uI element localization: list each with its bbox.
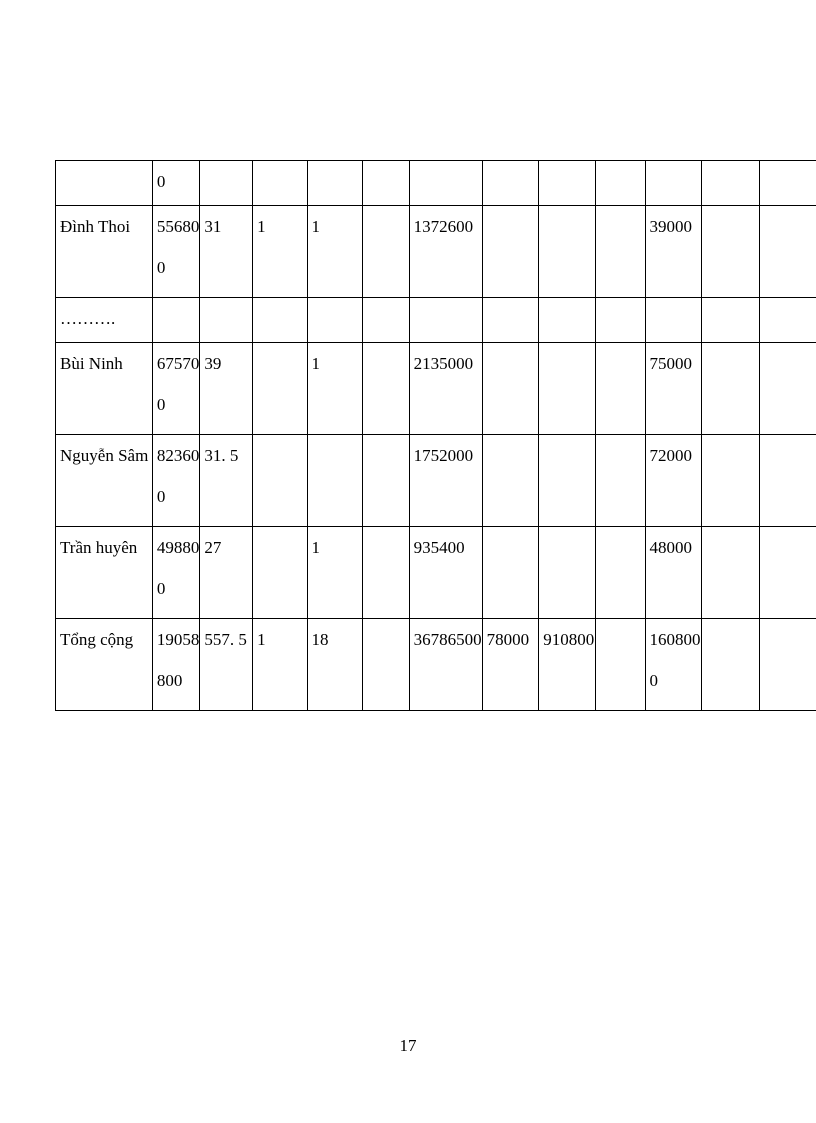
- table-cell: [253, 161, 307, 206]
- table-cell: [596, 161, 645, 206]
- table-cell: 557. 5: [200, 619, 253, 711]
- row-label-cell: [56, 161, 153, 206]
- table-cell: [363, 527, 409, 619]
- table-cell: [701, 527, 760, 619]
- table-cell: 935400: [409, 527, 482, 619]
- table-row: [56, 619, 816, 711]
- table-cell: [701, 161, 760, 206]
- table-cell: 1: [253, 619, 307, 711]
- table-cell: 75000: [645, 343, 701, 435]
- table-cell: 1372600: [409, 206, 482, 298]
- table-cell: [253, 435, 307, 527]
- table-cell: [760, 298, 816, 343]
- table-row: [56, 298, 816, 343]
- table-cell: [760, 206, 816, 298]
- table-cell: [409, 298, 482, 343]
- table-cell: [760, 619, 816, 711]
- row-label-cell: Đình Thoi: [56, 206, 153, 298]
- table-cell: [482, 206, 539, 298]
- table-cell: [539, 343, 596, 435]
- table-cell: [539, 435, 596, 527]
- table-cell: 1752000: [409, 435, 482, 527]
- row-label-cell: Trần huyên: [56, 527, 153, 619]
- table-cell: [701, 343, 760, 435]
- table-row: [56, 343, 816, 435]
- table-cell: 19058 800: [152, 619, 200, 711]
- table-cell: [701, 435, 760, 527]
- table-row: [56, 527, 816, 619]
- table-cell: [596, 343, 645, 435]
- row-label-cell: Bùi Ninh: [56, 343, 153, 435]
- table-cell: [200, 161, 253, 206]
- table-cell: [363, 161, 409, 206]
- table-cell: [482, 343, 539, 435]
- table-cell: 78000: [482, 619, 539, 711]
- table-cell: [701, 298, 760, 343]
- table-cell: [253, 527, 307, 619]
- table-cell: [596, 435, 645, 527]
- table-cell: [596, 206, 645, 298]
- table-cell: [760, 527, 816, 619]
- table-cell: 55680 0: [152, 206, 200, 298]
- page-number: 17: [399, 1036, 417, 1055]
- table-cell: 82360 0: [152, 435, 200, 527]
- table-cell: [596, 527, 645, 619]
- table-cell: [307, 161, 363, 206]
- table-cell: [482, 298, 539, 343]
- table-cell: [760, 435, 816, 527]
- table-cell: [363, 298, 409, 343]
- table-cell: 36786500: [409, 619, 482, 711]
- row-label-cell: ……….: [56, 298, 153, 343]
- table-cell: [482, 435, 539, 527]
- table-cell: 39: [200, 343, 253, 435]
- table-cell: [363, 619, 409, 711]
- table-cell: 31. 5: [200, 435, 253, 527]
- table-cell: 31: [200, 206, 253, 298]
- table-row: [56, 435, 816, 527]
- table-cell: 72000: [645, 435, 701, 527]
- table-cell: 27: [200, 527, 253, 619]
- table-cell: [253, 298, 307, 343]
- table-cell: 39000: [645, 206, 701, 298]
- table-cell: [596, 619, 645, 711]
- table-cell: [363, 343, 409, 435]
- table-cell: 49880 0: [152, 527, 200, 619]
- table-cell: [539, 527, 596, 619]
- table-cell: [539, 161, 596, 206]
- table-cell: 1: [253, 206, 307, 298]
- table-row: [56, 206, 816, 298]
- table-cell: 160800 0: [645, 619, 701, 711]
- table-cell: [539, 298, 596, 343]
- table-cell: [645, 161, 701, 206]
- table-cell: [482, 527, 539, 619]
- table-cell: [760, 161, 816, 206]
- table-cell: [596, 298, 645, 343]
- table-cell: 910800: [539, 619, 596, 711]
- payroll-table: [55, 160, 816, 711]
- table-cell: [701, 619, 760, 711]
- table-cell: [701, 206, 760, 298]
- table-cell: [645, 298, 701, 343]
- row-label-cell: Nguyễn Sâm: [56, 435, 153, 527]
- table-cell: 67570 0: [152, 343, 200, 435]
- table-cell: [307, 298, 363, 343]
- table-cell: [307, 435, 363, 527]
- table-cell: [152, 298, 200, 343]
- table-cell: [363, 435, 409, 527]
- table-cell: 1: [307, 206, 363, 298]
- table-cell: [363, 206, 409, 298]
- table-cell: [409, 161, 482, 206]
- table-cell: 2135000: [409, 343, 482, 435]
- table-cell: 18: [307, 619, 363, 711]
- table-cell: 0: [152, 161, 200, 206]
- table-cell: 48000: [645, 527, 701, 619]
- table-cell: [253, 343, 307, 435]
- table-cell: 1: [307, 527, 363, 619]
- row-label-cell: Tổng cộng: [56, 619, 153, 711]
- table-row: [56, 161, 816, 206]
- table-cell: 1: [307, 343, 363, 435]
- table-cell: [760, 343, 816, 435]
- table-cell: [539, 206, 596, 298]
- table-cell: [482, 161, 539, 206]
- table-cell: [200, 298, 253, 343]
